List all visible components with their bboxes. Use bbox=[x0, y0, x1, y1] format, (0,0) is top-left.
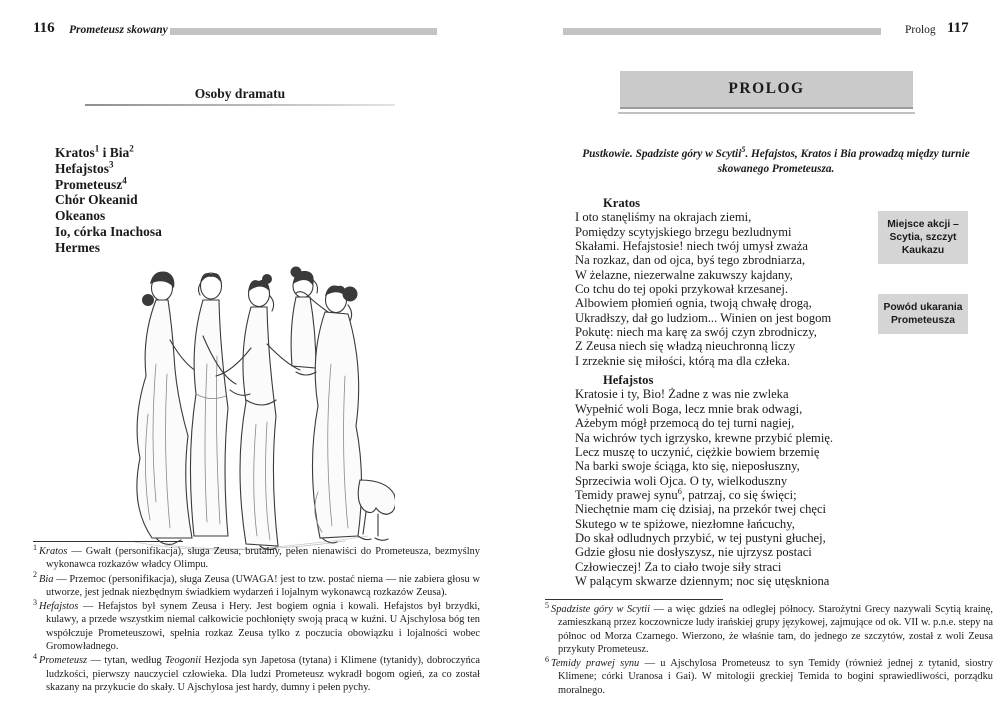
cast-member-name: Chór Okeanid bbox=[55, 192, 138, 208]
verse-text: Skutego w te spiżowe, niezłomne łańcuchy, bbox=[575, 516, 795, 531]
verse-text: Gdzie głosu nie dosłyszysz, nie ujrzysz postaci bbox=[575, 545, 812, 560]
section-title-box bbox=[620, 71, 913, 109]
verse-line bbox=[575, 311, 915, 325]
footnote bbox=[33, 597, 480, 653]
verse-text: I zrzeknie się miłości, którą ma dla człeka. bbox=[575, 353, 791, 368]
margin-note-setting: Miejsce akcji – Scytia, szczyt Kaukazu bbox=[878, 211, 968, 264]
section-title: PROLOG bbox=[728, 80, 805, 97]
verse-text: W żelazne, niezerwalne zakuwszy kajdany, bbox=[575, 267, 793, 282]
verse-text: Na wichrów tych igrzysko, krewne przybić plemię. bbox=[575, 430, 834, 445]
footnote bbox=[33, 651, 480, 694]
footnote bbox=[545, 600, 993, 656]
verse-line bbox=[575, 296, 915, 310]
verse-line bbox=[575, 225, 915, 239]
verse-text: Temidy prawej synu bbox=[575, 487, 678, 502]
verse-text: Pokutę: niech ma karę za swój czyn zbrodniczy, bbox=[575, 325, 817, 340]
footnote-ref: 3 bbox=[109, 159, 114, 170]
footnote-text-cont: Hezjoda syn Japetosa (tytana) i Klimene (tytanidy), dobroczyńca ludzkości, pierwszy nauczyciel człowieka. Dla ludzi Prometeusz wykradł bogom ogień, za co został skazany na przykucie do skały. U Ajschylosa jest hardy, dumny i pełen pychy. bbox=[46, 655, 480, 693]
cast-member bbox=[55, 208, 162, 224]
footnote-text: — Hefajstos był synem Zeusa i Hery. Jest bogiem ognia i kowali. Hefajstos był brzydki, kulawy, a przede wszystkim niemal całkowicie pochłonięty swoją pracą w kuźni. U Ajschylosa bóg ten współczuje Prometeuszowi, spełnia rozkaz Zeusa tylko z poczucia obowiązku i lojalności wobec Gromowładnego. bbox=[46, 601, 480, 653]
footnote-text: — u Ajschylosa Prometeusz to syn Temidy (również jednej z tytanid, siostry Klimene; córki Uranosa i Gai). W mitologii greckiej Temida to bogini sprawiedliwości, porządku moralnego. bbox=[558, 658, 993, 696]
verse-line bbox=[575, 416, 915, 430]
speech-hefajstos bbox=[575, 387, 915, 588]
verse-line bbox=[575, 459, 915, 473]
stage-direction bbox=[557, 147, 995, 177]
stage-direction-text-cont: . Hefajstos, Kratos i Bia prowadzą między turnie skowanego Prometeusza. bbox=[717, 148, 970, 175]
footnote-ref: 4 bbox=[122, 175, 127, 186]
right-header-rule bbox=[563, 28, 881, 35]
verse-line bbox=[575, 282, 915, 296]
verse-text: Ukradłszy, dał go ludziom... Winien on jest bogom bbox=[575, 310, 832, 325]
verse-line bbox=[575, 560, 915, 574]
verse-text: Albowiem płomień ognia, twoją chwałę drogą, bbox=[575, 296, 812, 311]
left-running-title: Prometeusz skowany bbox=[69, 24, 168, 36]
footnote-ref: 6 bbox=[677, 485, 682, 496]
footnote-number: 6 bbox=[545, 654, 549, 664]
footnote-ref: 2 bbox=[129, 143, 134, 154]
verse-line bbox=[575, 517, 915, 531]
cast-title: Osoby dramatu bbox=[194, 86, 286, 101]
footnote-term: Hefajstos bbox=[39, 601, 79, 613]
page-right bbox=[500, 0, 1000, 712]
footnote bbox=[545, 654, 993, 697]
cast-member bbox=[55, 224, 162, 240]
verse-line bbox=[575, 210, 915, 224]
cast-member bbox=[55, 161, 162, 177]
verse-line bbox=[575, 431, 915, 445]
verse-line bbox=[575, 574, 915, 588]
cast-member-name: Okeanos bbox=[55, 208, 106, 224]
verse-text: W palącym skwarze dziennym; noc się utęskniona bbox=[575, 573, 830, 588]
verse-line bbox=[575, 339, 915, 353]
right-footnotes bbox=[545, 600, 993, 698]
verse-line bbox=[575, 485, 915, 502]
footnote-number: 5 bbox=[545, 600, 549, 610]
cast-title-rule bbox=[85, 104, 395, 106]
verse-line bbox=[575, 354, 915, 368]
footnote-ref: 1 bbox=[94, 143, 100, 154]
verse-line bbox=[575, 325, 915, 339]
verse-block bbox=[575, 196, 915, 588]
verse-line bbox=[575, 268, 915, 282]
speaker-name: Kratos bbox=[603, 196, 641, 210]
footnote-ref: 5 bbox=[741, 145, 746, 155]
margin-note-reason: Powód ukarania Prometeusza bbox=[878, 294, 968, 334]
footnote-text: — Przemoc (personifikacja), sługa Zeusa (UWAGA! jest to tzw. postać niema — nie zabiera głosu w utworze, jest jednak niezbędnym świadkiem wydarzeń i lojalnym wykonawcą rozkazów Zeusa). bbox=[46, 573, 480, 598]
cast-member-name: Prometeusz bbox=[55, 176, 123, 192]
verse-text: Ażebym mógł przemocą do tej turni nagiej, bbox=[575, 416, 795, 431]
footnote-term: Temidy prawej synu bbox=[551, 658, 640, 670]
verse-text-cont: , patrzaj, co się święci; bbox=[681, 487, 797, 502]
cast-member-name: Io, córka Inachosa bbox=[55, 223, 162, 239]
footnote bbox=[33, 542, 480, 572]
footnote-term: Spadziste góry w Scytii bbox=[551, 604, 651, 615]
speaker-name: Hefajstos bbox=[603, 373, 654, 388]
verse-text: I oto stanęliśmy na okrajach ziemi, bbox=[575, 210, 752, 225]
cast-member bbox=[55, 177, 162, 193]
footnote-number: 4 bbox=[33, 651, 37, 661]
verse-text: Z Zeusa niech się władzą nieuchronną liczy bbox=[575, 339, 796, 354]
verse-text: Lecz muszę to uczynić, ciężkie bowiem brzemię bbox=[575, 444, 820, 459]
left-footnote-rule bbox=[33, 541, 183, 542]
verse-line bbox=[575, 402, 915, 416]
oceanids-illustration bbox=[110, 244, 395, 564]
left-footnotes bbox=[33, 542, 480, 695]
verse-text: Niechętnie mam cię dzisiaj, na przekór twej chęci bbox=[575, 502, 827, 517]
footnote bbox=[33, 570, 480, 600]
verse-text: Pomiędzy scytyjskiego brzegu bezludnymi bbox=[575, 224, 792, 239]
verse-text: Na rozkaz, dan od ojca, byś tego zbrodniarza, bbox=[575, 253, 806, 268]
cast-member-name-cont: i Bia bbox=[99, 145, 130, 160]
footnote-number: 2 bbox=[33, 570, 37, 580]
footnote-term-italic: Teogonii bbox=[165, 655, 202, 667]
verse-text: Sprzeciwia woli Ojca. O ty, wielkoduszny bbox=[575, 473, 788, 488]
verse-text: Skałami. Hefajstosie! niech twój umysł zważa bbox=[575, 239, 808, 254]
footnote-number: 3 bbox=[33, 597, 37, 607]
footnote-term: Prometeusz bbox=[39, 655, 88, 667]
stage-direction-text: Pustkowie. Spadziste góry w Scytii bbox=[582, 148, 742, 160]
right-footnote-rule bbox=[545, 599, 723, 600]
right-page-number: 117 bbox=[947, 20, 969, 36]
cast-member-name: Hefajstos bbox=[55, 160, 109, 176]
verse-line bbox=[575, 253, 915, 267]
verse-line bbox=[575, 239, 915, 253]
cast-member bbox=[55, 192, 162, 208]
verse-line bbox=[575, 474, 915, 488]
footnote-term: Bia bbox=[39, 573, 54, 585]
footnote-text: — tytan, według bbox=[87, 655, 166, 667]
cast-member-name: Hermes bbox=[55, 239, 100, 255]
footnote-term: Kratos bbox=[39, 546, 68, 557]
verse-line bbox=[575, 531, 915, 545]
left-header-rule bbox=[170, 28, 437, 35]
footnote-number: 1 bbox=[33, 542, 37, 552]
verse-text: Człowieczej! Za to ciało twoje siły straci bbox=[575, 559, 782, 574]
speech-kratos bbox=[575, 210, 915, 368]
oceanids-sketch bbox=[110, 244, 395, 562]
verse-line bbox=[575, 387, 915, 401]
footnote-text: — Gwałt (personifikacja), sługa Zeusa, brutalny, pełen nienawiści do Prometeusza, bezmyślny wykonawca rozkazów władcy Olimpu. bbox=[46, 546, 480, 571]
verse-line bbox=[575, 545, 915, 559]
verse-text: Do skał odludnych przybić, w tej pustyni głuchej, bbox=[575, 530, 826, 545]
footnote-text: — a więc gdzieś na odległej północy. Starożytni Grecy nazywali Scytią krainę, zamieszkaną przez koczownicze ludy irańskiej grupy językowej, zajmujące od ok. VII w. p.n.e. stepy na północ od Morza Czarnego. Wierzono, że właśnie tam, do jednego ze szczytów, został z woli Zeusa przykuty Prometeusz. bbox=[558, 604, 993, 655]
cast-member-name: Kratos bbox=[55, 145, 95, 160]
verse-line bbox=[575, 502, 915, 516]
cast-list bbox=[55, 145, 162, 256]
left-page-number: 116 bbox=[33, 20, 55, 36]
verse-text: Na barki swoje ściąga, kto się, nieposłuszny, bbox=[575, 459, 800, 474]
verse-text: Kratosie i ty, Bio! Żadne z was nie zwleka bbox=[575, 387, 789, 402]
verse-line bbox=[575, 445, 915, 459]
verse-text: Co tchu do tej opoki przykował krzesanej. bbox=[575, 282, 788, 297]
verse-text: Wypełnić woli Boga, lecz mnie brak odwagi, bbox=[575, 401, 803, 416]
right-running-title: Prolog bbox=[905, 24, 936, 36]
